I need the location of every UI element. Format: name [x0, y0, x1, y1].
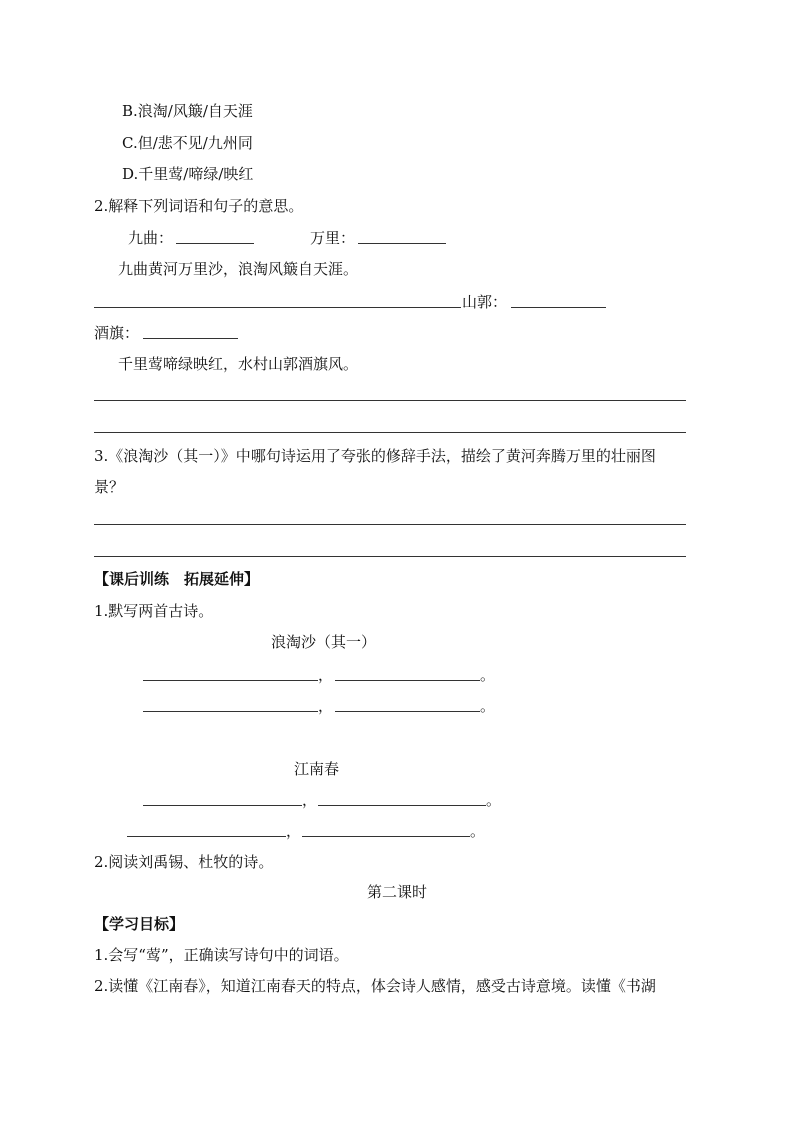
comma: ， — [286, 822, 302, 840]
lesson-2-title: 第二课时 — [367, 883, 428, 901]
jiuqu-label: 九曲： — [128, 229, 174, 247]
jiuqi-label: 酒旗： — [94, 324, 140, 342]
question-3-line-1: 3.《浪淘沙（其一）》中哪句诗运用了夸张的修辞手法，描绘了黄河奔腾万里的壮丽图 — [94, 447, 656, 465]
period: 。 — [480, 697, 496, 715]
section-heading-after-class: 【课后训练 拓展延伸】 — [94, 570, 260, 588]
period: 。 — [480, 666, 496, 684]
wanli-label: 万里： — [310, 229, 356, 247]
sentence-2: 千里莺啼绿映红，水村山郭酒旗风。 — [118, 355, 359, 373]
poem-1-title: 浪淘沙（其一） — [271, 633, 377, 651]
answer-line-jiuqu — [176, 243, 254, 244]
item-2-read: 2.阅读刘禹锡、杜牧的诗。 — [94, 853, 274, 871]
answer-line-sentence-2a — [94, 400, 686, 401]
poem-1-line-2a — [143, 711, 318, 712]
answer-line-q3a — [94, 524, 686, 525]
answer-line-shanguo — [511, 307, 606, 308]
comma: ， — [318, 666, 334, 684]
question-3-line-2: 景？ — [94, 478, 125, 496]
poem-1-line-1a — [143, 680, 318, 681]
period: 。 — [470, 822, 486, 840]
period: 。 — [486, 791, 502, 809]
goal-1: 1.会写“莺”，正确读写诗句中的词语。 — [94, 946, 349, 964]
answer-line-q3b — [94, 556, 686, 557]
section-heading-goals: 【学习目标】 — [94, 915, 185, 933]
option-c: C.但/悲不见/九州同 — [122, 134, 253, 152]
item-1-dictation: 1.默写两首古诗。 — [94, 602, 214, 620]
question-2-title: 2.解释下列词语和句子的意思。 — [94, 197, 304, 215]
comma: ， — [318, 697, 334, 715]
poem-2-line-1b — [318, 805, 486, 806]
answer-line-jiuqi — [143, 338, 238, 339]
option-d: D.千里莺/啼绿/映红 — [122, 165, 254, 183]
answer-line-sentence-2b — [94, 432, 686, 433]
poem-1-line-1b — [335, 680, 480, 681]
comma: ， — [302, 791, 318, 809]
goal-2: 2.读懂《江南春》，知道江南春天的特点，体会诗人感情，感受古诗意境。读懂《书湖 — [94, 977, 656, 995]
shanguo-label: 山郭： — [462, 293, 508, 311]
poem-1-line-2b — [335, 711, 480, 712]
poem-2-title: 江南春 — [294, 760, 340, 778]
poem-2-line-2b — [302, 836, 470, 837]
answer-line-wanli — [358, 243, 446, 244]
poem-2-line-2a — [127, 836, 286, 837]
poem-2-line-1a — [143, 805, 302, 806]
option-b: B.浪淘/风簸/自天涯 — [122, 102, 253, 120]
sentence-1: 九曲黄河万里沙，浪淘风簸自天涯。 — [118, 260, 359, 278]
answer-line-sentence-1 — [94, 307, 461, 308]
